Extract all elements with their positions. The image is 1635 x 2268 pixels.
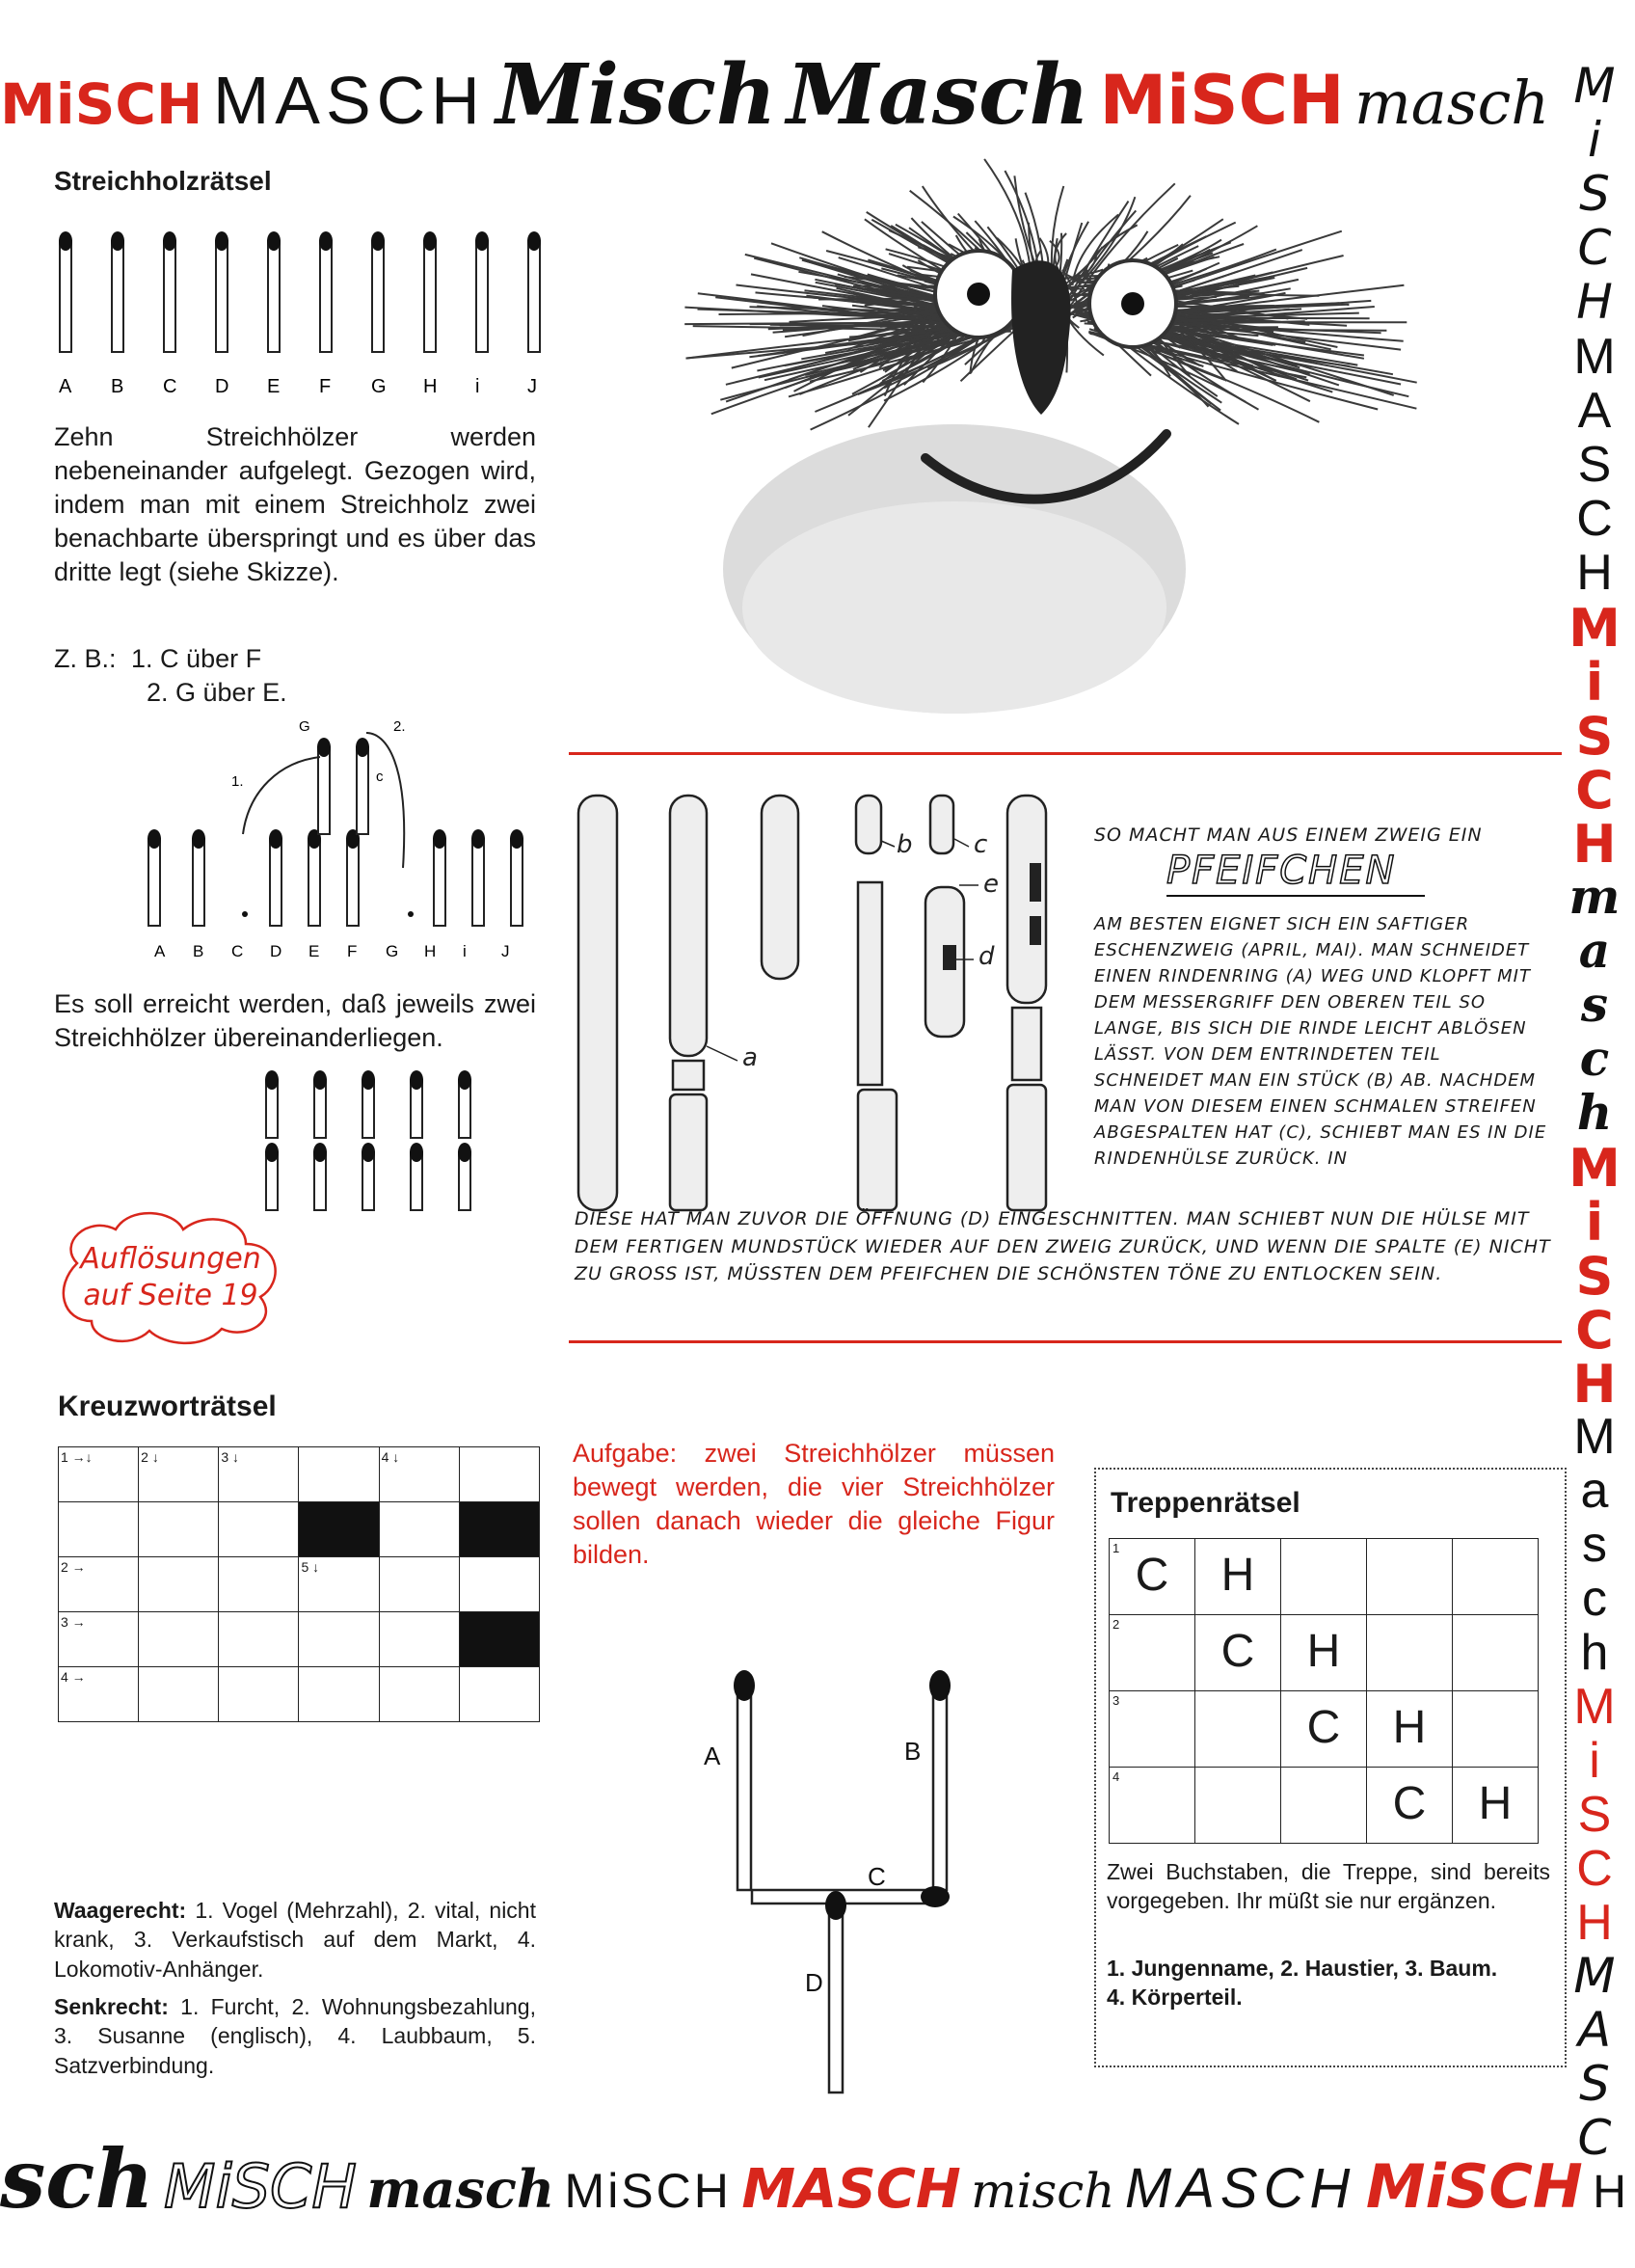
stair-cell: [1453, 1768, 1539, 1844]
strip-letter: M: [1573, 1409, 1616, 1465]
whistle-label-c: c: [974, 830, 988, 859]
task-label-d: D: [805, 1968, 823, 1997]
banner-word: masch: [1354, 68, 1550, 138]
stair-cell[interactable]: [1110, 1615, 1195, 1691]
whistle-illustration: [569, 771, 1089, 1225]
match-stick: [268, 241, 280, 352]
crossword-cell[interactable]: 4 ↓: [379, 1447, 459, 1502]
match-head: [269, 829, 282, 849]
strip-letter: S: [1577, 1787, 1612, 1843]
strip-letter: S: [1577, 437, 1612, 493]
stair-number: 2: [1112, 1617, 1120, 1632]
banner-word: MASCH: [741, 2158, 961, 2221]
removed-dot: [408, 911, 414, 917]
match-head: [458, 1070, 471, 1090]
strip-letter: S: [1579, 166, 1610, 222]
sketch-annotation: 1.: [231, 773, 244, 790]
match-stick: [60, 241, 71, 352]
banner-word: MiSCH: [1099, 61, 1345, 140]
strip-letter: C: [1576, 491, 1613, 547]
crossword-cell[interactable]: [379, 1667, 459, 1722]
crossword-cell[interactable]: [379, 1557, 459, 1612]
match-letter: E: [267, 376, 281, 397]
sketch-stick: [347, 839, 359, 926]
whistle-label-e: e: [983, 870, 999, 899]
down-label: Senkrecht:: [54, 1994, 169, 2019]
stair-cell[interactable]: [1110, 1768, 1195, 1844]
match-move-sketch: [135, 704, 549, 964]
stair-cell[interactable]: [1281, 1539, 1367, 1615]
stair-puzzle-title: Treppenrätsel: [1111, 1487, 1300, 1519]
crossword-row: [59, 1447, 540, 1502]
strip-letter: C: [1577, 220, 1612, 276]
strip-letter: s: [1582, 1517, 1607, 1573]
stair-cell[interactable]: [1281, 1768, 1367, 1844]
match-head: [265, 1070, 279, 1090]
match-head: [371, 231, 385, 251]
bottom-banner: [0, 2131, 1626, 2228]
sketch-annotation: 2.: [393, 718, 406, 735]
section-divider-2: [569, 1340, 1562, 1343]
banner-word: misch: [971, 2163, 1115, 2219]
match-head: [433, 829, 446, 849]
strip-letter: i: [1588, 112, 1601, 168]
stair-number: 4: [1112, 1769, 1120, 1784]
whistle-label-a: a: [742, 1043, 758, 1072]
match-letter: C: [163, 376, 177, 397]
sketch-letter: E: [308, 942, 320, 960]
match-puzzle-goal: Es soll erreicht werden, daß jeweils zwei Streichhölzer übereinanderliegen.: [54, 989, 536, 1053]
crossword-cell[interactable]: 2 →: [59, 1557, 139, 1612]
example-step-2: 2. G über E.: [147, 678, 287, 708]
match-stick: [216, 241, 228, 352]
task-label-c: C: [868, 1862, 886, 1891]
solution-note-line-1: Auflösungen: [80, 1242, 261, 1276]
crossword-cell[interactable]: [219, 1667, 299, 1722]
strip-letter: M: [1573, 58, 1616, 114]
whistle-label-b: b: [897, 830, 913, 859]
crossword-cell[interactable]: [459, 1667, 539, 1722]
crossword-cell[interactable]: [219, 1612, 299, 1667]
stair-cell: [1195, 1615, 1281, 1691]
match-stick: [320, 241, 332, 352]
whistle-text-part-2: DIESE HAT MAN ZUVOR DIE ÖFFNUNG (D) EINGESCHNITTEN. MAN SCHIEBT NUN DIE HÜLSE MIT DEM FERTIGEN MUNDSTÜCK WIEDER AUF DEN ZWEIG ZURÜCK, UND WENN DIE SPALTE (E) NICHT ZU GROSS IST, MÜSSTEN DEM PFEIFCHEN DIE SCHÖNSTEN TÖNE ZU ENTLOCKEN SEIN.: [575, 1208, 1551, 1284]
solution-note-line-2: auf Seite 19: [83, 1278, 258, 1312]
crossword-cell[interactable]: 3 ↓: [219, 1447, 299, 1502]
top-banner: [0, 46, 1562, 152]
match-letter: A: [59, 376, 72, 397]
strip-letter: i: [1589, 1733, 1600, 1789]
crossword-grid: [58, 1446, 540, 1722]
strip-letter: M: [1573, 1948, 1616, 2004]
match-head: [317, 738, 331, 757]
stair-cell[interactable]: [1367, 1615, 1453, 1691]
stair-cell: [1281, 1615, 1367, 1691]
stair-cell: [1281, 1691, 1367, 1768]
strip-letter: a: [1580, 1463, 1609, 1519]
match-head: [319, 231, 333, 251]
sketch-letter: C: [231, 942, 244, 960]
task-label-b: B: [904, 1737, 922, 1766]
banner-word: H: [1593, 2167, 1626, 2218]
stair-cell: [1110, 1539, 1195, 1615]
banner-word: MASCH: [212, 63, 486, 138]
sketch-letter: G: [386, 942, 399, 960]
crossword-cell[interactable]: [379, 1502, 459, 1557]
solution-note: [60, 1241, 281, 1313]
crossword-cell[interactable]: [59, 1502, 139, 1557]
match-head: [362, 1143, 375, 1162]
match-head: [423, 231, 437, 251]
strip-letter: A: [1577, 383, 1612, 439]
task-label-a: A: [704, 1742, 721, 1770]
match-head: [313, 1070, 327, 1090]
stair-letter: H: [1478, 1778, 1513, 1829]
straw-doll-image: [598, 154, 1292, 733]
crossword-cell[interactable]: 1 →↓: [59, 1447, 139, 1502]
match-head: [192, 829, 205, 849]
crossword-title: Kreuzworträtsel: [58, 1390, 277, 1422]
sketch-stick-moved: [318, 747, 330, 834]
match-head: [215, 231, 228, 251]
stair-letter: C: [1135, 1550, 1169, 1601]
crossword-cell[interactable]: [459, 1447, 539, 1502]
sketch-letter: i: [463, 942, 467, 960]
stair-cell[interactable]: [1453, 1615, 1539, 1691]
sketch-stick: [270, 839, 281, 926]
banner-word: masch: [366, 2158, 555, 2220]
crossword-cell[interactable]: [299, 1667, 379, 1722]
match-head: [313, 1143, 327, 1162]
strip-letter: A: [1577, 2002, 1612, 2058]
match-letter: B: [111, 376, 124, 397]
match-letter: J: [527, 376, 537, 397]
sketch-letter: B: [193, 942, 204, 960]
stair-cell: [1195, 1539, 1281, 1615]
strip-letter: h: [1580, 1625, 1609, 1681]
strip-letter: S: [1575, 1246, 1614, 1307]
whistle-intro: SO MACHT MAN AUS EINEM ZWEIG EIN: [1094, 824, 1483, 846]
crossword-cell[interactable]: 5 ↓: [299, 1557, 379, 1612]
across-label: Waagerecht:: [54, 1898, 187, 1923]
match-letter: D: [215, 376, 229, 397]
banner-word: MASCH: [1124, 2157, 1356, 2220]
sketch-stick: [193, 839, 204, 926]
stair-row: [1110, 1768, 1539, 1844]
sketch-letter: D: [270, 942, 282, 960]
match-head: [458, 1143, 471, 1162]
strip-letter: i: [1585, 1192, 1604, 1253]
sketch-annotation: G: [299, 718, 310, 735]
match-puzzle-text: Zehn Streichhölzer werden nebeneinander aufgelegt. Gezogen wird, indem man mit einem Streichholz zwei benachbarte überspringt und es über das dritte legt (siehe Skizze).: [54, 422, 536, 587]
strip-letter: H: [1572, 1354, 1617, 1415]
match-head: [163, 231, 176, 251]
strip-letter: H: [1576, 545, 1613, 601]
banner-word: Misch: [496, 46, 777, 144]
sketch-stick: [472, 839, 484, 926]
stair-row: [1110, 1691, 1539, 1768]
sketch-stick-moved: [357, 747, 368, 834]
match-stick: [424, 241, 436, 352]
whistle-label-d: d: [978, 942, 995, 971]
example-prefix: Z. B.:: [54, 644, 117, 673]
match-letter: i: [475, 376, 480, 397]
banner-word: MiSCH: [163, 2151, 357, 2222]
match-head: [147, 829, 161, 849]
crossword-row: [59, 1612, 540, 1667]
sketch-stick: [308, 839, 320, 926]
crossword-black-cell: [299, 1502, 379, 1557]
sketch-letter: J: [501, 942, 510, 960]
whistle-text-part-1: AM BESTEN EIGNET SICH EIN SAFTIGER ESCHENZWEIG (APRIL, MAI). MAN SCHNEIDET EINEN RINDENRING (A) WEG UND KLOPFT MIT DEM MESSERGRIFF DEN OBEREN TEIL SO LANGE, BIS SICH DIE RINDE LEICHT ABLÖSEN LÄSST. VON DEM ENTRINDETEN TEIL SCHNEIDET MAN EIN STÜCK (B) AB. NACHDEM MAN VON DIESEM EINEN SCHMALEN STREIFEN ABGESPALTEN HAT (C), SCHIEBT MAN ES IN DIE RINDENHÜLSE ZURÜCK. IN: [1094, 914, 1547, 1169]
stair-row: [1110, 1539, 1539, 1615]
strip-letter: h: [1576, 1084, 1613, 1141]
crossword-cell[interactable]: [459, 1557, 539, 1612]
crossword-across-clues: [54, 1896, 536, 1984]
stair-puzzle-text: Zwei Buchstaben, die Treppe, sind bereits vorgegeben. Ihr müßt sie nur ergänzen.: [1107, 1859, 1550, 1914]
strip-letter: S: [1575, 706, 1614, 767]
stair-letter: C: [1306, 1702, 1341, 1753]
match-stick: [164, 241, 175, 352]
match-example: [54, 642, 287, 710]
crossword-cell[interactable]: [379, 1612, 459, 1667]
crossword-cell[interactable]: [139, 1557, 219, 1612]
stair-cell: [1367, 1768, 1453, 1844]
sketch-letter: A: [154, 942, 166, 960]
strip-letter: c: [1579, 1030, 1610, 1087]
stacked-matches-illustration: [260, 1066, 472, 1210]
crossword-down-clues: [54, 1992, 536, 2080]
crossword-row: [59, 1502, 540, 1557]
crossword-cell[interactable]: [299, 1447, 379, 1502]
sketch-stick: [148, 839, 160, 926]
crossword-cell[interactable]: [219, 1557, 299, 1612]
match-head: [510, 829, 523, 849]
crossword-row: [59, 1557, 540, 1612]
strip-letter: H: [1576, 274, 1613, 330]
section-divider: [569, 752, 1562, 755]
crossword-cell[interactable]: 3 →: [59, 1612, 139, 1667]
strip-letter: S: [1579, 2056, 1610, 2112]
banner-word: Masch: [786, 46, 1090, 144]
match-letter: H: [423, 376, 438, 397]
stair-number: 1: [1112, 1541, 1120, 1555]
sketch-annotation: c: [376, 769, 384, 785]
straw-doll-photo: [598, 154, 1292, 733]
stair-cell[interactable]: [1453, 1539, 1539, 1615]
sketch-letter: H: [424, 942, 437, 960]
stair-letter: C: [1220, 1626, 1255, 1677]
strip-letter: H: [1572, 814, 1617, 875]
down-text: 1. Furcht, 2. Wohnungsbezahlung, 3. Susanne (englisch), 4. Laubbaum, 5. Satzverbindung.: [54, 1994, 536, 2078]
strip-letter: i: [1585, 652, 1604, 713]
strip-letter: m: [1568, 868, 1621, 925]
crossword-cell[interactable]: [139, 1612, 219, 1667]
match-head: [471, 829, 485, 849]
match-head: [410, 1143, 423, 1162]
strip-letter: M: [1573, 329, 1616, 385]
strip-letter: M: [1573, 1679, 1616, 1735]
stair-letter: H: [1220, 1550, 1255, 1601]
strip-letter: M: [1568, 1138, 1621, 1199]
strip-letter: s: [1580, 976, 1609, 1033]
match-head: [59, 231, 72, 251]
crossword-cell[interactable]: [139, 1502, 219, 1557]
stair-cell[interactable]: [1367, 1539, 1453, 1615]
match-head: [410, 1070, 423, 1090]
match-head: [356, 738, 369, 757]
crossword-cell[interactable]: [219, 1502, 299, 1557]
stair-cell[interactable]: [1110, 1691, 1195, 1768]
match-stick: [528, 241, 540, 352]
sketch-letter: F: [347, 942, 358, 960]
stair-cell: [1367, 1691, 1453, 1768]
across-text: 1. Vogel (Mehrzahl), 2. vital, nicht krank, 3. Verkaufstisch auf dem Markt, 4. Lokomotiv-Anhänger.: [54, 1898, 536, 1982]
banner-word: MiSCH: [0, 71, 203, 137]
crossword-cell[interactable]: 4 →: [59, 1667, 139, 1722]
strip-letter: C: [1577, 2110, 1612, 2166]
move-arrow-2: [366, 733, 404, 868]
stair-letter: C: [1392, 1778, 1427, 1829]
crossword-row: [59, 1667, 540, 1722]
match-head: [475, 231, 489, 251]
whistle-title-underline: [1166, 895, 1425, 897]
match-row-illustration: [39, 222, 559, 405]
stair-letter: H: [1392, 1702, 1427, 1753]
crossword-cell[interactable]: [139, 1667, 219, 1722]
banner-word: sch: [0, 2131, 154, 2227]
crossword-cell[interactable]: [299, 1612, 379, 1667]
removed-dot: [242, 911, 248, 917]
match-head: [111, 231, 124, 251]
stair-letter: H: [1306, 1626, 1341, 1677]
banner-word: MiSCH: [1365, 2151, 1583, 2222]
stair-cell[interactable]: [1453, 1691, 1539, 1768]
banner-word: MiSCH: [564, 2164, 732, 2218]
stair-cell[interactable]: [1195, 1768, 1281, 1844]
move-arrow-1: [243, 757, 320, 834]
match-head: [265, 1143, 279, 1162]
crossword-cell[interactable]: 2 ↓: [139, 1447, 219, 1502]
example-step-1: 1. C über F: [131, 644, 262, 673]
strip-letter: C: [1575, 760, 1614, 821]
strip-letter: C: [1576, 1841, 1613, 1897]
strip-letter: C: [1575, 1300, 1614, 1361]
stair-cell[interactable]: [1195, 1691, 1281, 1768]
strip-letter: c: [1582, 1571, 1607, 1627]
match-task-figure: [675, 1659, 964, 2083]
stair-row: [1110, 1615, 1539, 1691]
crossword-black-cell: [459, 1612, 539, 1667]
match-letter: F: [319, 376, 332, 397]
match-head: [527, 231, 541, 251]
match-task-text: Aufgabe: zwei Streichhölzer müssen bewegt werden, die vier Streichhölzer sollen danach wieder die gleiche Figur bilden.: [573, 1439, 1055, 1570]
match-stick: [372, 241, 384, 352]
stair-puzzle-clues: 1. Jungenname, 2. Haustier, 3. Baum. 4. Körperteil.: [1107, 1956, 1498, 2011]
sketch-stick: [434, 839, 445, 926]
sketch-stick: [511, 839, 523, 926]
strip-letter: H: [1576, 1895, 1613, 1951]
whistle-title: PFEIFCHEN: [1166, 849, 1397, 893]
match-puzzle-title: Streichholzrätsel: [54, 166, 272, 196]
match-letter: G: [371, 376, 387, 397]
match-head: [267, 231, 281, 251]
stair-number: 3: [1112, 1693, 1120, 1708]
match-stick: [112, 241, 123, 352]
strip-letter: M: [1568, 598, 1621, 659]
match-head: [362, 1070, 375, 1090]
stair-puzzle-grid: [1109, 1538, 1539, 1844]
strip-letter: a: [1578, 922, 1611, 979]
crossword-black-cell: [459, 1502, 539, 1557]
match-stick: [476, 241, 488, 352]
